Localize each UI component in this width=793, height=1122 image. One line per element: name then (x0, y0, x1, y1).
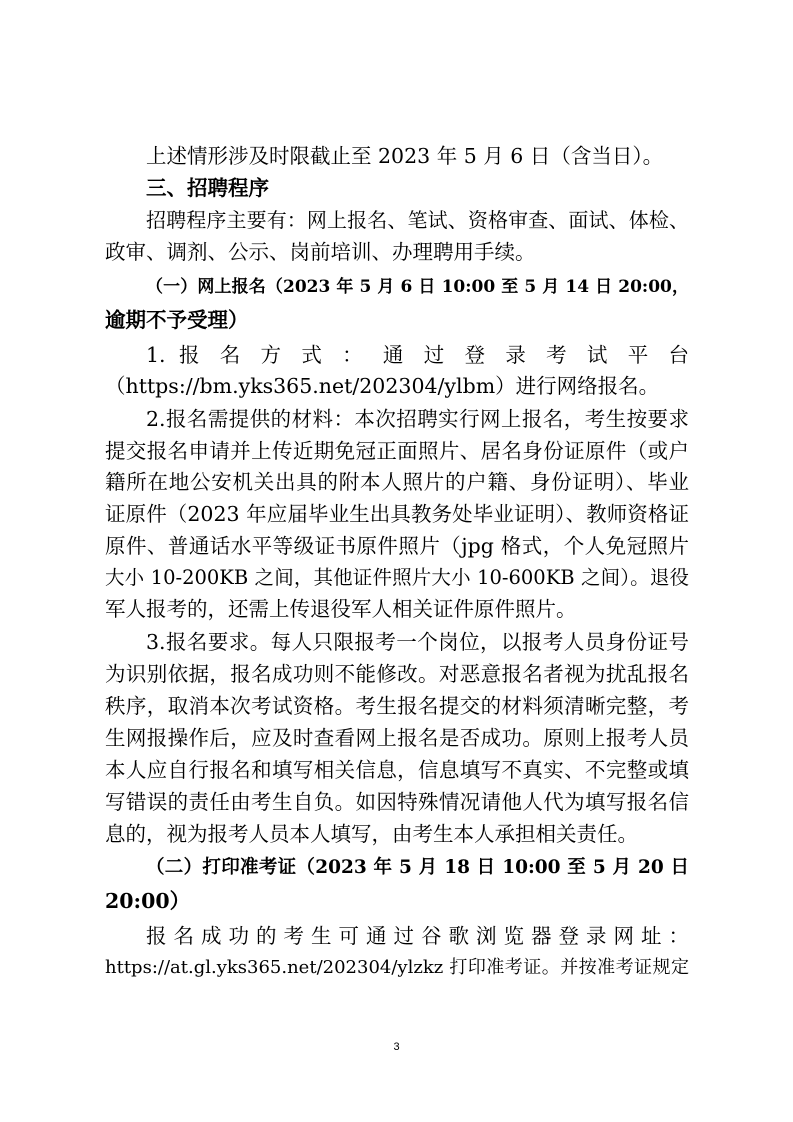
paragraph-line: 为识别依据，报名成功则不能修改。对恶意报名者视为扰乱报名 (105, 662, 689, 686)
paragraph-line: 大小 10-200KB 之间，其他证件照片大小 10-600KB 之间）。退役 (105, 566, 689, 589)
section-heading: 三、招聘程序 (146, 176, 269, 200)
paragraph-line: 上述情形涉及时限截止至 2023 年 5 月 6 日（含当日）。 (146, 144, 664, 168)
paragraph-line: 招聘程序主要有：网上报名、笔试、资格审查、面试、体检、 (146, 208, 689, 232)
paragraph-line: 原件、普通话水平等级证书原件照片（jpg 格式，个人免冠照片 (105, 534, 689, 558)
paragraph-line: 籍所在地公安机关出具的附本人照片的户籍、身份证明）、毕业 (105, 470, 689, 494)
paragraph-line: 本人应自行报名和填写相关信息，信息填写不真实、不完整或填 (105, 758, 689, 782)
paragraph-line: 证原件（2023 年应届毕业生出具教务处毕业证明）、教师资格证 (105, 502, 689, 526)
subsection-heading: 20:00） (105, 889, 191, 913)
paragraph-line: 2.报名需提供的材料：本次招聘实行网上报名，考生按要求 (146, 407, 689, 431)
paragraph-line: 写错误的责任由考生自负。如因特殊情况请他人代为填写报名信 (105, 790, 689, 814)
paragraph-line: 报名成功的考生可通过谷歌浏览器登录网址： (146, 924, 689, 948)
paragraph-line: 政审、调剂、公示、岗前培训、办理聘用手续。 (105, 240, 536, 264)
subsection-heading: （一）网上报名（2023 年 5 月 6 日 10:00 至 5 月 14 日 20:00， (146, 277, 689, 297)
paragraph-line: 军人报考的，还需上传退役军人相关证件原件照片。 (105, 597, 577, 621)
paragraph-line: 秩序，取消本次考试资格。考生报名提交的材料须清晰完整，考 (105, 694, 689, 718)
paragraph-line: 息的，视为报考人员本人填写，由考生本人承担相关责任。 (105, 822, 638, 846)
paragraph-line: https://at.gl.yks365.net/202304/ylzkz 打印准考证。并按准考证规定 (105, 957, 689, 978)
subsection-heading: （二）打印准考证（2023 年 5 月 18 日 10:00 至 5 月 20 日 (146, 857, 689, 878)
paragraph-line: 提交报名申请并上传近期免冠正面照片、居名身份证原件（或户 (105, 439, 689, 463)
paragraph-line: 1. 报 名 方 式 ： 通 过 登 录 考 试 平 台 (146, 343, 689, 367)
paragraph-line: 生网报操作后，应及时查看网上报名是否成功。原则上报考人员 (105, 726, 689, 750)
paragraph-line: （https://bm.yks365.net/202304/ylbm）进行网络报名。 (105, 374, 660, 398)
page-number: 3 (393, 1041, 400, 1053)
paragraph-line: 3.报名要求。每人只限报考一个岗位，以报考人员身份证号 (146, 630, 689, 654)
subsection-heading: 逾期不予受理） (105, 308, 249, 332)
